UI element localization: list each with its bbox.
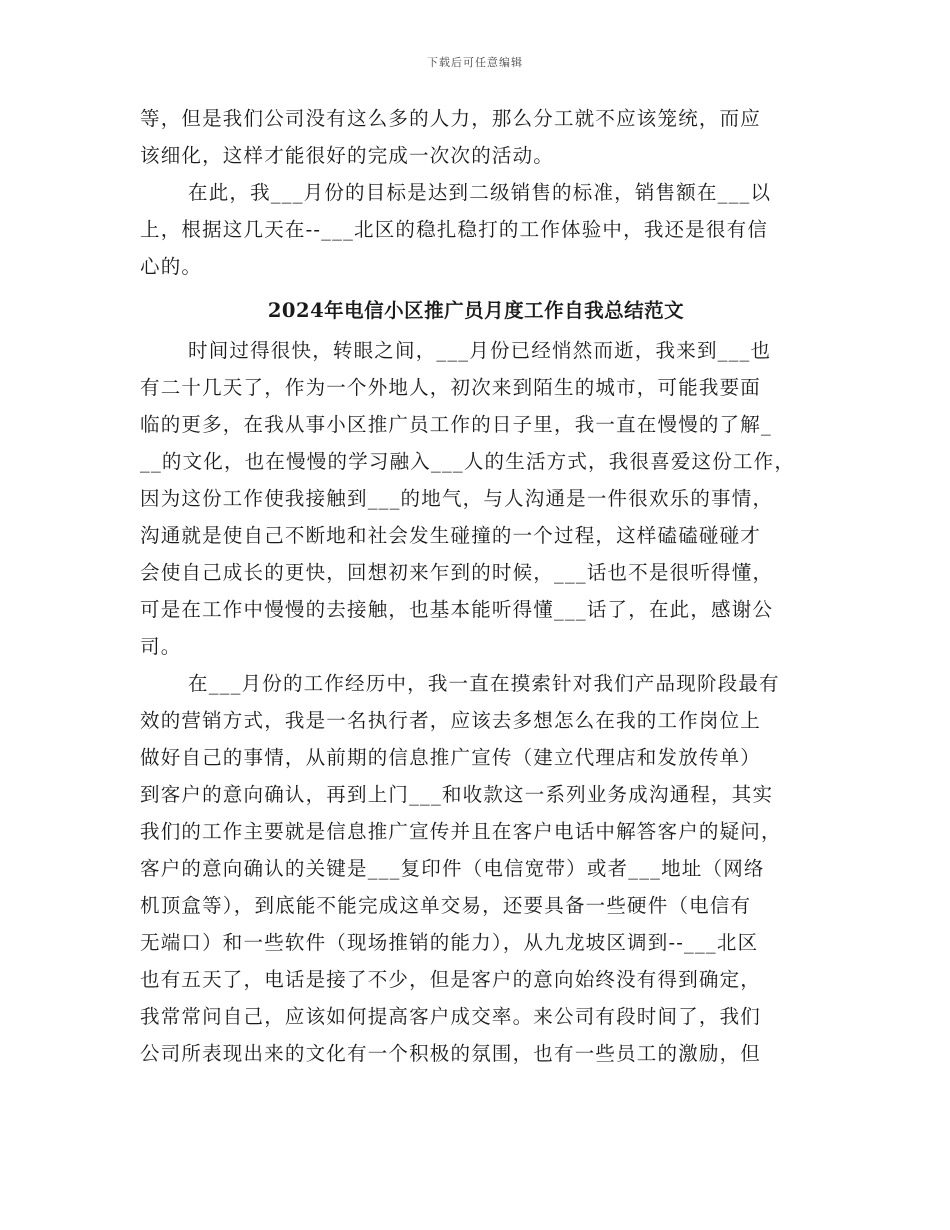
page-header: 下载后可任意编辑: [427, 56, 523, 69]
text-line: 在此，我___月份的目标是达到二级销售的标准，销售额在___以: [188, 181, 772, 204]
text-line: 在___月份的工作经历中，我一直在摸索针对我们产品现阶段最有: [188, 672, 780, 695]
text-line: 有二十几天了，作为一个外地人，初次来到陌生的城市，可能我要面: [140, 376, 762, 399]
paragraph-continued: [140, 100, 812, 174]
text-line: 等，但是我们公司没有这么多的人力，那么分工就不应该笼统，而应: [140, 107, 762, 130]
text-line: 心的。: [140, 255, 203, 278]
text-line: 到客户的意向确认，再到上门___和收款这一系列业务成沟通程，其实: [140, 783, 774, 806]
document-title: 2024年电信小区推广员月度工作自我总结范文: [267, 299, 685, 322]
paragraph-monthly-goal: [140, 174, 812, 285]
text-line: 会使自己成长的更快，回想初来乍到的时候，___话也不是很听得懂，: [140, 561, 774, 584]
text-line: 临的更多，在我从事小区推广员工作的日子里，我一直在慢慢的了解_: [140, 413, 772, 436]
text-line: 客户的意向确认的关键是___复印件（电信宽带）或者___地址（网络: [140, 857, 765, 880]
text-line: 效的营销方式，我是一名执行者，应该去多想怎么在我的工作岗位上: [140, 709, 762, 732]
text-line: 机顶盒等），到底能不能完成这单交易，还要具备一些硬件（电信有: [140, 894, 752, 917]
text-line: 做好自己的事情，从前期的信息推广宣传（建立代理店和发放传单）: [140, 746, 762, 769]
paragraph-intro: [140, 332, 812, 665]
text-line: 无端口）和一些软件（现场推销的能力），从九龙坡区调到--___北区: [140, 931, 759, 954]
text-line: 可是在工作中慢慢的去接触，也基本能听得懂___话了，在此，感谢公: [140, 598, 774, 621]
text-line: 因为这份工作使我接触到___的地气，与人沟通是一件很欢乐的事情，: [140, 487, 774, 510]
text-line: 也有五天了，电话是接了不少，但是客户的意向始终没有得到确定，: [140, 968, 762, 991]
text-line: __的文化，也在慢慢的学习融入___人的生活方式，我很喜爱这份工作，: [140, 450, 796, 473]
text-line: 上，根据这几天在--___北区的稳扎稳打的工作体验中，我还是很有信: [140, 218, 769, 241]
text-line: 我常常问自己，应该如何提高客户成交率。来公司有段时间了，我们: [140, 1005, 762, 1028]
text-line: 司。: [140, 635, 182, 658]
paragraph-work-experience: [140, 665, 812, 1072]
text-line: 沟通就是使自己不断地和社会发生碰撞的一个过程，这样磕磕碰碰才: [140, 524, 762, 547]
text-line: 该细化，这样才能很好的完成一次次的活动。: [140, 144, 555, 167]
text-line: 公司所表现出来的文化有一个积极的氛围，也有一些员工的激励，但: [140, 1042, 762, 1065]
document-body: [140, 100, 812, 1072]
text-line: 我们的工作主要就是信息推广宣传并且在客户电话中解答客户的疑问，: [140, 820, 782, 843]
text-line: 时间过得很快，转眼之间，___月份已经悄然而逝，我来到___也: [188, 339, 772, 362]
